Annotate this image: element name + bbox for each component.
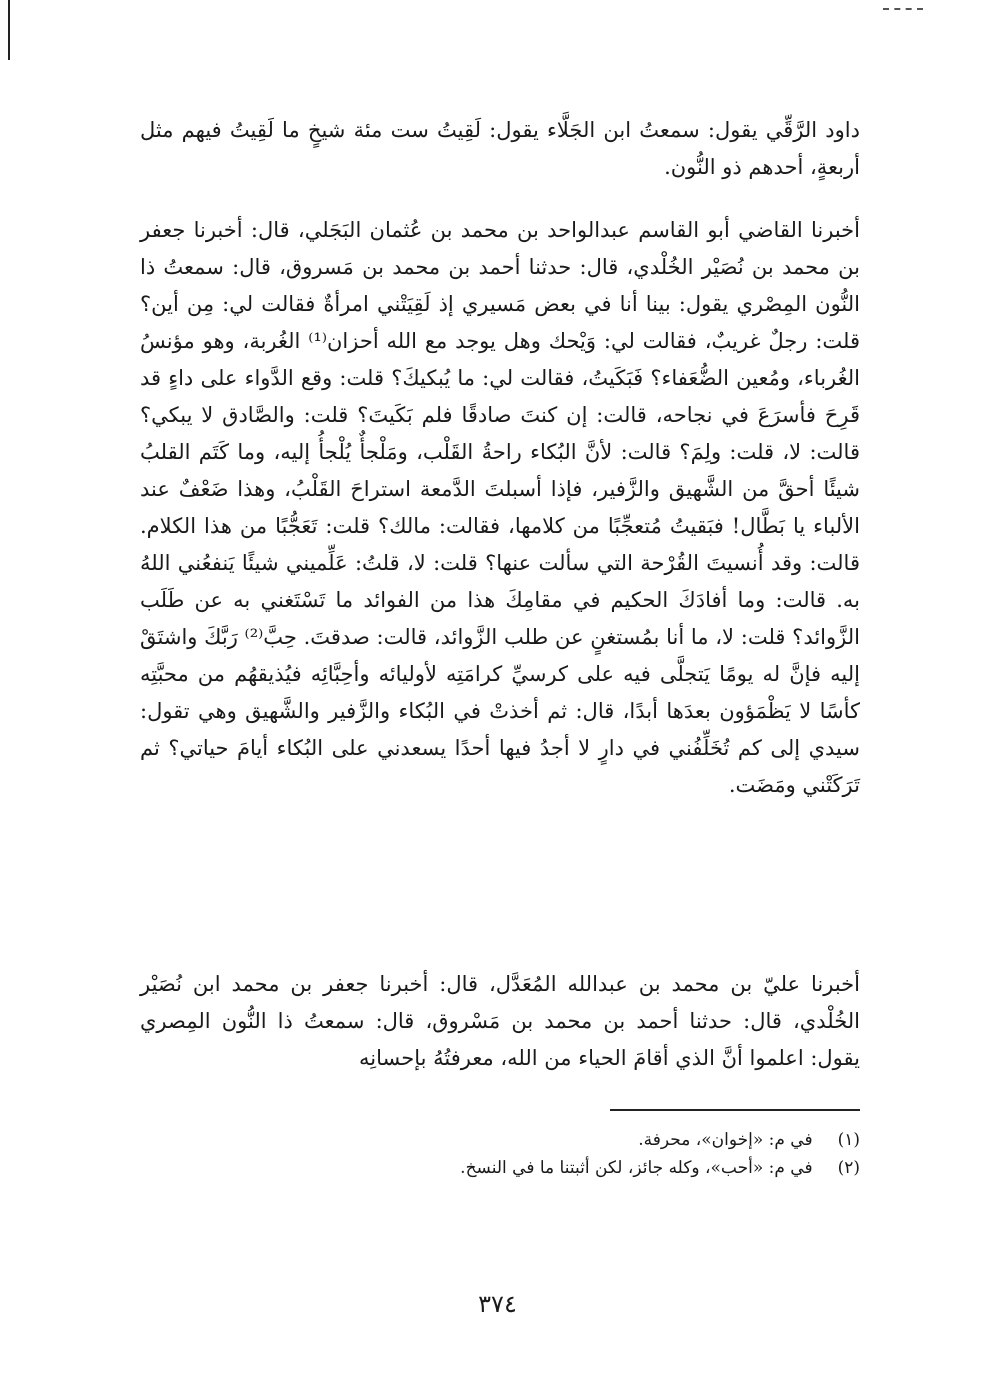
paragraph-2 bbox=[140, 212, 860, 804]
footnote-2-number: (٢) bbox=[837, 1158, 860, 1178]
paragraph-1-text: داود الرَّقِّي يقول: سمعتُ ابن الجَلَّاء يقول: لَقِيتُ ست مئة شيخٍ ما لَقِيتُ فيهم مثل أربعةٍ، أحدهم ذو النُّون. bbox=[140, 118, 860, 179]
paragraph-1 bbox=[140, 112, 860, 186]
footnote-1 bbox=[140, 1126, 860, 1154]
footnote-divider bbox=[610, 1109, 860, 1111]
scan-dash-mark bbox=[883, 8, 923, 12]
page-number: ٣٧٤ bbox=[478, 1290, 517, 1318]
footnote-1-text: في م: «إخوان»، محرفة. bbox=[638, 1130, 813, 1150]
scan-edge-mark bbox=[8, 0, 10, 60]
paragraph-2-text: أخبرنا القاضي أبو القاسم عبدالواحد بن محمد بن عُثمان البَجَلي، قال: أخبرنا جعفر بن محمد بن نُصَيْر الخُلْدي، قال: حدثنا أحمد بن محمد بن مَسروق، قال: سمعتُ ذا النُّون المِصْري يقول: بينا أنا في بعض مَسيري إذ لَقِيَتْني امرأةٌ فقالت لي: مِن أين؟ قلت: رجلٌ غريبٌ، فقالت لي: وَيْحك وهل يوجد مع الله أحزان⁽¹⁾ الغُربة، وهو مؤنسُ الغُرباء، ومُعين الضُّعَفاء؟ فَبَكَيتُ، فقالت لي: ما يُبكيكَ؟ قلت: وقع الدَّواء على داءٍ قد قَرِحَ فأسرَعَ في نجاحه، قالت: إن كنتَ صادقًا فلم بَكَيتَ؟ قلت: والصَّادق لا يبكي؟ قالت: لا، قلت: ولِمَ؟ قالت: لأنَّ البُكاء راحةُ القَلْب، ومَلْجأٌ يُلْجأُ إليه، وما كَتَم القلبُ شيئًا أحقَّ من الشَّهيق والزَّفير، فإذا أسبلتَ الدَّمعة استراحَ القَلْبُ، وهذا ضَعْفٌ عند الألباء يا بَطَّال! فبَقيتُ مُتعجِّبًا من كلامها، فقالت: مالك؟ قلت: تَعَجُّبًا من هذا الكلام. قالت: وقد أُنسيتَ القُرْحة التي سألت عنها؟ قلت: لا، قلتُ: عَلِّميني شيئًا يَنفعُني اللهُ به. قالت: وما أفادَكَ الحكيم في مقامِكَ هذا من الفوائد ما تَسْتَغني به عن طَلَب الزَّوائد؟ قلت: لا، ما أنا بمُستغنٍ عن طلب الزَّوائد، قالت: صدقتَ. حِبَّ⁽²⁾ رَبَّكَ واشتَقْ إليه فإنَّ له يومًا يَتجلَّى فيه على كرسيِّ كرامَتِه لأوليائه وأحِبَّائِه فيُذيقهُم من محبَّتِه كأسًا لا يَظْمَؤون بعدَها أبدًا، قال: ثم أخذتْ في البُكاء والزَّفير والشَّهيق وهي تقول: سيدي إلى كم تُخَلِّفُني في دارٍ لا أجدُ فيها أحدًا يسعدني على البُكاء أيامَ حياتي؟ ثم تَرَكَتْني ومَضَت. bbox=[140, 218, 860, 797]
paragraph-3-text: أخبرنا عليّ بن محمد بن عبدالله المُعَدَّل، قال: أخبرنا جعفر بن محمد ابن نُصَيْر الخُلْدي، قال: حدثنا أحمد بن محمد بن مَسْروق، قال: سمعتُ ذا النُّون المِصري يقول: اعلموا أنَّ الذي أقامَ الحياء من الله، معرفتُهُ بإحسانِه bbox=[140, 972, 860, 1070]
footnotes bbox=[140, 1126, 860, 1182]
paragraph-3 bbox=[140, 966, 860, 1077]
footnote-2-text: في م: «أحب»، وكله جائز، لكن أثبتنا ما في النسخ. bbox=[460, 1158, 813, 1178]
footnote-2 bbox=[140, 1154, 860, 1182]
footnote-1-number: (١) bbox=[837, 1130, 860, 1150]
